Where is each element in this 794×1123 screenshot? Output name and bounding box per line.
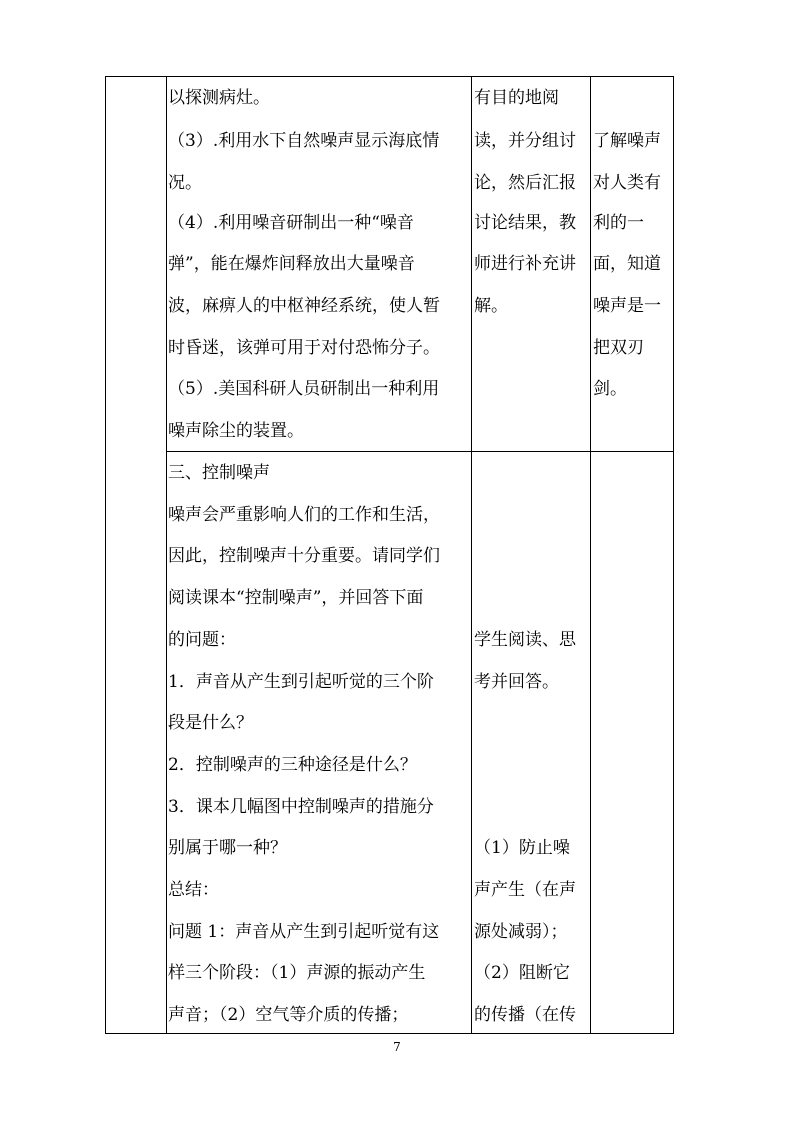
section-heading: 三、控制噪声	[168, 463, 270, 483]
content-line: 2．控制噪声的三种途径是什么？	[168, 755, 417, 775]
student-line: 论，然后汇报	[474, 173, 576, 193]
content-line: 问题 1：声音从产生到引起听觉有这	[168, 922, 440, 942]
content-line: 况。	[168, 173, 202, 193]
student-line: （1）防止噪	[474, 838, 570, 858]
page-number: 7	[393, 1040, 401, 1054]
table-top-border	[105, 76, 674, 77]
intent-line: 剑。	[593, 379, 627, 399]
student-line: 源处减弱）；	[474, 922, 568, 942]
column-divider-3	[590, 76, 591, 1034]
table-bottom-border	[105, 1033, 674, 1034]
content-line: （3）.利用水下自然噪声显示海底情	[168, 131, 440, 151]
student-line: （2）阻断它	[474, 963, 570, 983]
content-line: 别属于哪一种？	[168, 838, 287, 858]
intent-line: 把双刃	[593, 338, 644, 358]
row-divider	[166, 451, 674, 452]
intent-line: 面，知道	[593, 254, 661, 274]
content-line: 噪声除尘的装置。	[168, 421, 304, 441]
table-right-border	[673, 76, 674, 1034]
content-line: 以探测病灶。	[168, 88, 270, 108]
intent-line: 噪声是一	[593, 296, 661, 316]
column-divider-1	[166, 76, 167, 1034]
content-line: 的问题：	[168, 630, 236, 650]
student-line: 考并回答。	[474, 672, 559, 692]
content-line: （5）.美国科研人员研制出一种利用	[168, 379, 440, 399]
intent-line: 对人类有	[593, 173, 661, 193]
intent-line: 利的一	[593, 213, 644, 233]
student-line: 有目的地阅	[474, 88, 559, 108]
content-line: 波，麻痹人的中枢神经系统，使人暂	[168, 296, 440, 316]
table-left-border	[105, 76, 106, 1034]
content-line: 声音；（2）空气等介质的传播；	[168, 1005, 409, 1025]
content-line: 样三个阶段：（1）声源的振动产生	[168, 963, 426, 983]
content-line: （4）.利用噪音研制出一种“噪音	[168, 213, 414, 233]
student-line: 声产生（在声	[474, 880, 576, 900]
content-line: 3．课本几幅图中控制噪声的措施分	[168, 797, 434, 817]
content-line: 1．声音从产生到引起听觉的三个阶	[168, 672, 434, 692]
student-line: 读，并分组讨	[474, 131, 576, 151]
student-line: 的传播（在传	[474, 1005, 576, 1025]
content-line: 阅读课本“控制噪声”，并回答下面	[168, 588, 424, 608]
content-line: 总结：	[168, 880, 219, 900]
column-divider-2	[471, 76, 472, 1034]
content-line: 段是什么？	[168, 713, 253, 733]
student-line: 讨论结果，教	[474, 213, 576, 233]
student-line: 师进行补充讲	[474, 254, 576, 274]
content-line: 噪声会严重影响人们的工作和生活，	[168, 505, 440, 525]
student-line: 学生阅读、思	[474, 630, 576, 650]
content-line: 弹”，能在爆炸间释放出大量噪音	[168, 254, 415, 274]
content-line: 因此，控制噪声十分重要。请同学们	[168, 546, 440, 566]
intent-line: 了解噪声	[593, 131, 661, 151]
content-line: 时昏迷，该弹可用于对付恐怖分子。	[168, 338, 440, 358]
student-line: 解。	[474, 296, 508, 316]
